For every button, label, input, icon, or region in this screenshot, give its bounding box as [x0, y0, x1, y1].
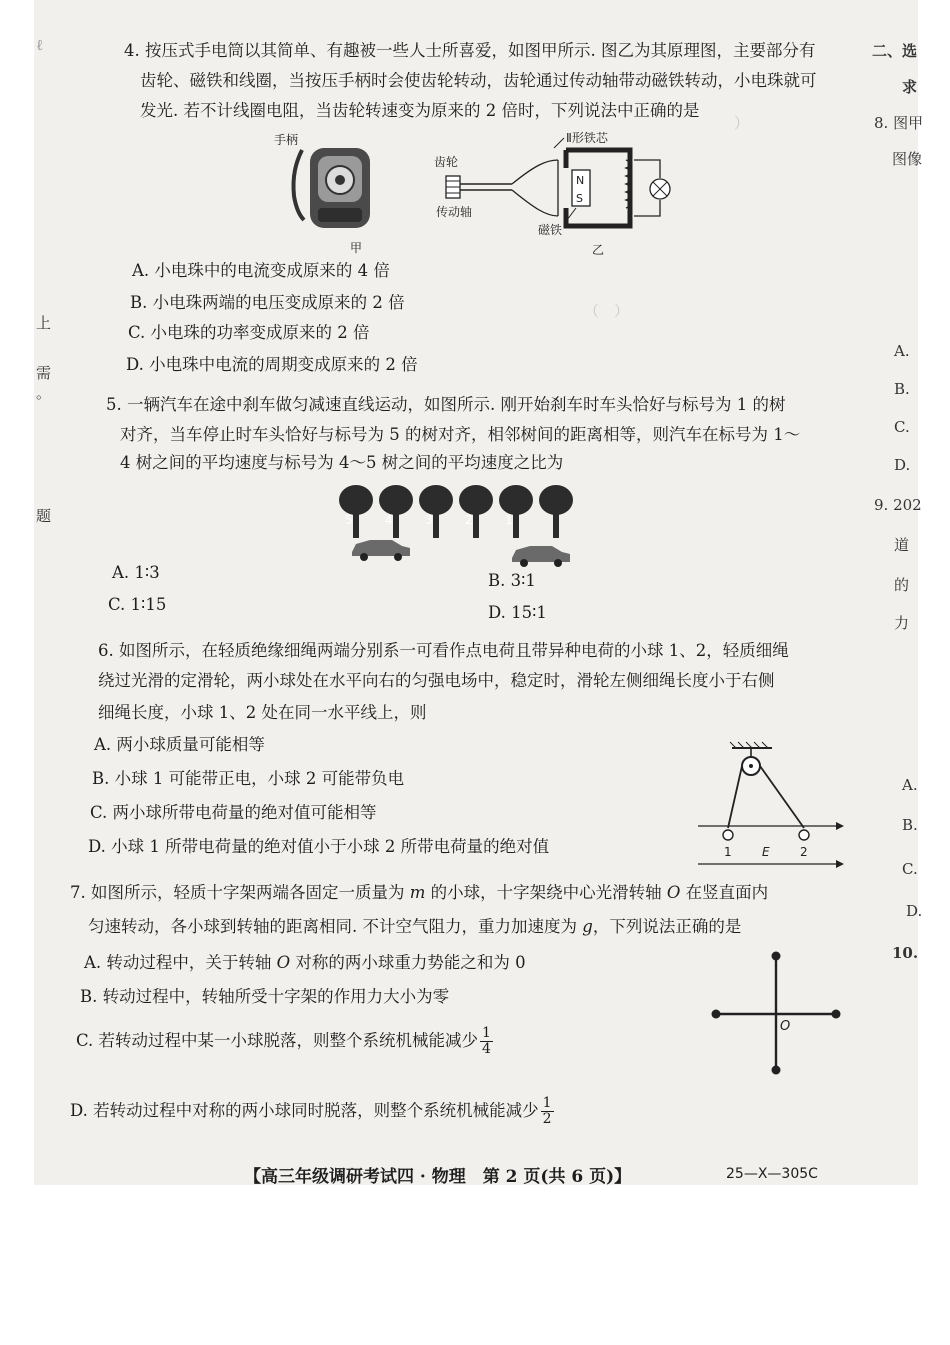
right-edge-fragment: 道 [894, 536, 910, 554]
car-braking-icon [512, 546, 570, 567]
svg-text:2: 2 [465, 513, 473, 527]
q6-stem-line: 6. 如图所示，在轻质绝缘细绳两端分别系一可看作点电荷且带异种电荷的小球 1、2，轻质细绳 [98, 641, 789, 660]
q7-figure-cross [704, 946, 844, 1076]
q5-figure-trees [334, 478, 584, 568]
q6-ball1-label: 1 [724, 845, 732, 859]
q6-option-d: D. 小球 1 所带电荷量的绝对值小于小球 2 所带电荷量的绝对值 [88, 837, 550, 856]
q6-figure-pulley [694, 740, 844, 870]
q4-option-d: D. 小电珠中电流的周期变成原来的 2 倍 [126, 355, 418, 374]
q4-magnet-s: S [576, 192, 583, 205]
tree-4 [379, 485, 413, 538]
q4-stem-line: 发光. 若不计线圈电阻，当齿轮转速变为原来的 2 倍时，下列说法中正确的是 [140, 101, 700, 120]
left-edge-fragment: 上 [36, 314, 52, 332]
q4-gear-label: 齿轮 [434, 155, 459, 169]
left-edge-fragment: 需 [36, 364, 52, 382]
left-edge-fragment: 题 [36, 507, 52, 525]
q6-option-a: A. 两小球质量可能相等 [94, 735, 265, 754]
ball-bottom [772, 1066, 781, 1075]
q6-field-label: E [762, 845, 770, 859]
right-edge-fragment: 力 [894, 614, 910, 632]
q7-option-c: C. 若转动过程中某一小球脱落，则整个系统机械能减少 $\frac{1}{4}$ [76, 1025, 491, 1057]
right-edge-fragment: 图像 [892, 150, 923, 168]
right-edge-fragment: 10. [892, 944, 919, 962]
q4-stem-line: 4. 按压式手电筒以其简单、有趣被一些人士所喜爱，如图甲所示. 图乙为其原理图，主要部分有 [124, 41, 816, 60]
page-footer: 【高三年级调研考试四 · 物理 第 2 页(共 6 页)】 [244, 1167, 632, 1187]
right-edge-fragment: A. [902, 776, 918, 794]
q5-option-d: D. 15∶1 [488, 603, 547, 622]
tree-3 [419, 485, 453, 538]
svg-text:1: 1 [505, 513, 513, 527]
exam-page [34, 0, 918, 1185]
q4-core-label: Ⅱ形铁芯 [566, 131, 608, 145]
ball-right [832, 1010, 841, 1019]
right-edge-fragment: D. [906, 902, 923, 920]
right-string [760, 766, 804, 828]
car-stopped-icon [352, 540, 410, 561]
tree-1 [499, 485, 533, 538]
right-edge-fragment: B. [894, 380, 910, 398]
q4-option-a: A. 小电珠中的电流变成原来的 4 倍 [132, 261, 390, 280]
q4-fig-jia-caption: 甲 [350, 241, 363, 255]
ball-1 [723, 830, 733, 840]
q4-option-b: B. 小电珠两端的电压变成原来的 2 倍 [130, 293, 405, 312]
ball-2 [799, 830, 809, 840]
right-edge-fragment: C. [894, 418, 910, 436]
right-edge-fragment: 8. 图甲 [874, 114, 924, 132]
q7-stem-line-1: 7. 如图所示，轻质十字架两端各固定一质量为 m 的小球，十字架绕中心光滑转轴 O 在竖直面内 [70, 883, 769, 902]
left-string [728, 766, 742, 828]
right-edge-fragment: A. [894, 342, 910, 360]
left-edge-fragment: 。 [36, 384, 52, 402]
q6-ball2-label: 2 [800, 845, 808, 859]
q5-stem-line: 对齐，当车停止时车头恰好与标号为 5 的树对齐，相邻树间的距离相等，则汽车在标号为 1～ [120, 425, 801, 444]
flashlight-handle [293, 150, 304, 220]
right-edge-fragment: 的 [894, 576, 910, 594]
right-edge-column [870, 0, 924, 1185]
svg-text:4: 4 [385, 513, 393, 527]
q7-axis-label: O [780, 1019, 791, 1034]
ball-left [712, 1010, 721, 1019]
ball-top [772, 952, 781, 961]
svg-text:5: 5 [345, 513, 353, 527]
q4-magnet-label: 磁铁 [538, 223, 563, 237]
q6-option-c: C. 两小球所带电荷量的绝对值可能相等 [90, 803, 377, 822]
svg-text:3: 3 [425, 513, 433, 527]
q7-option-d: D. 若转动过程中对称的两小球同时脱落，则整个系统机械能减少 $\frac{1}{2}$ [70, 1095, 552, 1127]
right-edge-fragment: B. [902, 816, 918, 834]
q4-stem-line: 齿轮、磁铁和线圈，当按压手柄时会使齿轮转动，齿轮通过传动轴带动磁铁转动，小电珠就可 [140, 71, 817, 90]
fraction-one-half: $\frac{1}{2}$ [542, 1095, 552, 1127]
q4-magnet-n: N [576, 174, 585, 187]
bleed-through: （ ） [584, 302, 630, 320]
q5-option-b: B. 3∶1 [488, 571, 536, 590]
fraction-one-quarter: $\frac{1}{4}$ [482, 1025, 491, 1057]
q5-stem-line: 4 树之间的平均速度与标号为 4～5 树之间的平均速度之比为 [120, 453, 564, 472]
q4-figure-flashlight [274, 128, 394, 256]
q4-shaft-label: 传动轴 [436, 205, 473, 219]
q6-option-b: B. 小球 1 可能带正电，小球 2 可能带负电 [92, 769, 405, 788]
q7-stem-line-2: 匀速转动，各小球到转轴的距离相同. 不计空气阻力，重力加速度为 g，下列说法正确的是 [88, 917, 742, 936]
tree-0 [539, 485, 573, 538]
right-edge-fragment: 求 [902, 78, 918, 96]
q4-figure-schematic [434, 126, 704, 260]
q4-handle-label: 手柄 [274, 133, 299, 147]
bleed-through: ） [734, 114, 750, 132]
q5-stem-line: 5. 一辆汽车在途中刹车做匀减速直线运动，如图所示. 刚开始刹车时车头恰好与标号为 1 的树 [106, 395, 786, 414]
q6-stem-line: 绕过光滑的定滑轮，两小球处在水平向右的匀强电场中，稳定时，滑轮左侧细绳长度小于右侧 [98, 671, 775, 690]
right-edge-fragment: C. [902, 860, 918, 878]
exam-code: 25—X—305C [726, 1166, 818, 1182]
q4-fig-yi-caption: 乙 [592, 243, 605, 257]
q6-stem-line: 细绳长度，小球 1、2 处在同一水平线上，则 [98, 703, 427, 722]
right-edge-fragment: 二、选 [872, 42, 918, 60]
right-edge-fragment: 9. 202 [874, 496, 922, 514]
q5-option-c: C. 1∶15 [108, 595, 167, 614]
q7-option-b: B. 转动过程中，转轴所受十字架的作用力大小为零 [80, 987, 450, 1006]
q4-option-c: C. 小电珠的功率变成原来的 2 倍 [128, 323, 370, 342]
left-edge-fragment: ℓ [36, 36, 44, 54]
tree-2 [459, 485, 493, 538]
tree-5 [339, 485, 373, 538]
q7-option-a: A. 转动过程中，关于转轴 O 对称的两小球重力势能之和为 0 [84, 953, 526, 972]
right-edge-fragment: D. [894, 456, 911, 474]
q5-option-a: A. 1∶3 [112, 563, 160, 582]
